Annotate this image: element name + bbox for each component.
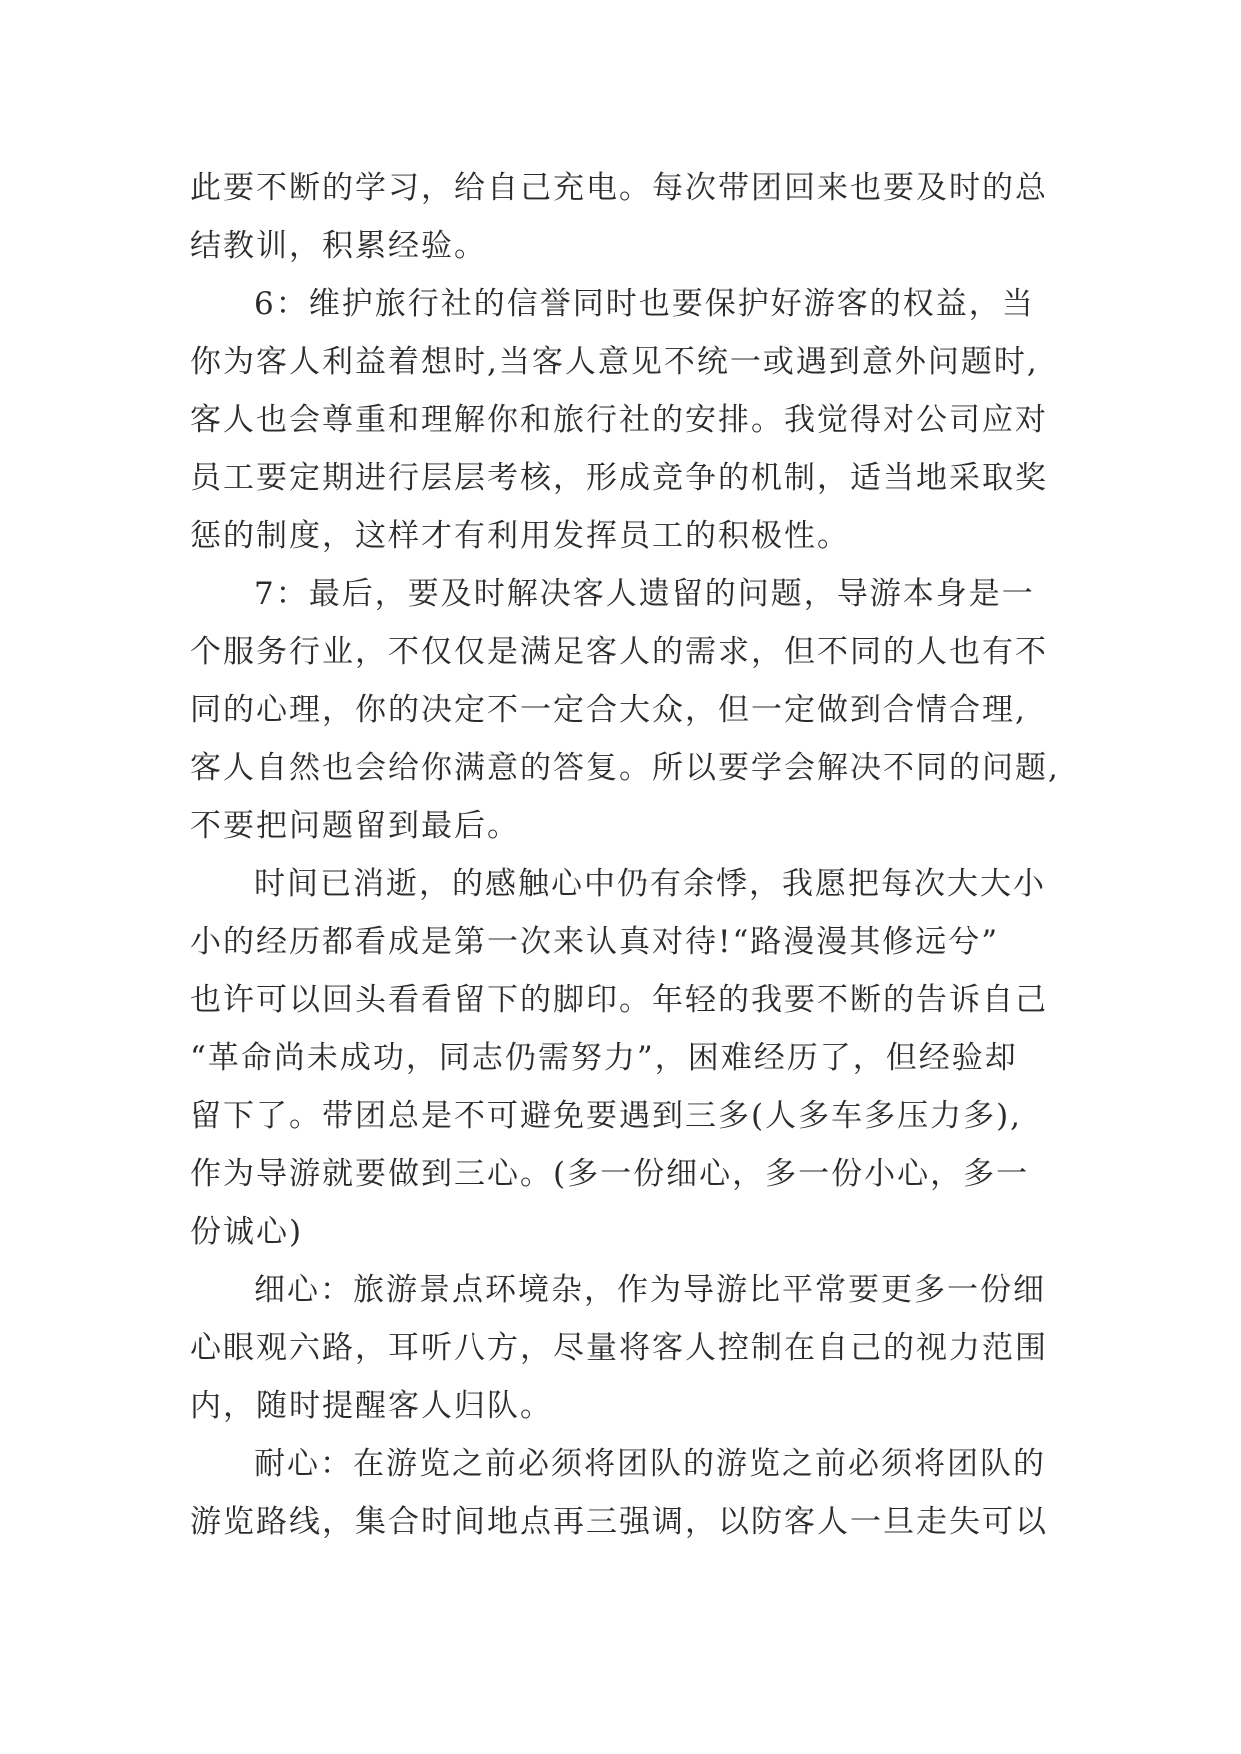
text-line: 游览路线，集合时间地点再三强调，以防客人一旦走失可以 [190,1504,1048,1540]
text-line: 客人也会尊重和理解你和旅行社的安排。我觉得对公司应对 [190,402,1048,438]
document-body [190,159,1060,1551]
text-line: 作为导游就要做到三心。(多一份细心，多一份小心，多一 [190,1156,1030,1192]
text-line: 同的心理，你的决定不一定合大众，但一定做到合情合理, [190,692,1027,728]
text-line: 员工要定期进行层层考核，形成竞争的机制，适当地采取奖 [190,460,1048,496]
text-line: 结教训，积累经验。 [190,228,487,264]
text-line: 客人自然也会给你满意的答复。所以要学会解决不同的问题, [190,750,1060,786]
text-line: 心眼观六路，耳听八方，尽量将客人控制在自己的视力范围 [190,1330,1048,1366]
paragraph-point-6 [190,275,1052,565]
text-line: 惩的制度，这样才有利用发挥员工的积极性。 [190,518,850,554]
paragraph-point-7 [190,565,1060,855]
text-line: 内，随时提醒客人归队。 [190,1388,553,1424]
paragraph-careful [190,1261,1052,1435]
paragraph-reflection [190,855,1052,1261]
text-line: 6：维护旅行社的信誉同时也要保护好游客的权益，当 [254,286,1035,322]
text-line: 时间已消逝，的感触心中仍有余悸，我愿把每次大大小 [254,866,1046,902]
text-line: 你为客人利益着想时,当客人意见不统一或遇到意外问题时, [190,344,1039,380]
text-line: 此要不断的学习，给自己充电。每次带团回来也要及时的总 [190,170,1048,206]
text-line: “革命尚未成功，同志仍需努力”，困难经历了，但经验却 [190,1040,1018,1076]
text-line: 个服务行业，不仅仅是满足客人的需求，但不同的人也有不 [190,634,1048,670]
paragraph-patient [190,1435,1052,1551]
text-line: 份诚心) [190,1214,304,1250]
text-line: 小的经历都看成是第一次来认真对待!“路漫漫其修远兮” [190,924,1000,960]
text-line: 细心：旅游景点环境杂，作为导游比平常要更多一份细 [254,1272,1046,1308]
text-line: 耐心：在游览之前必须将团队的游览之前必须将团队的 [254,1446,1046,1482]
text-line: 留下了。带团总是不可避免要遇到三多(人多车多压力多), [190,1098,1023,1134]
paragraph-continued [190,159,1052,275]
text-line: 不要把问题留到最后。 [190,808,520,844]
text-line: 7：最后，要及时解决客人遗留的问题，导游本身是一 [254,576,1035,612]
text-line: 也许可以回头看看留下的脚印。年轻的我要不断的告诉自己 [190,982,1048,1018]
